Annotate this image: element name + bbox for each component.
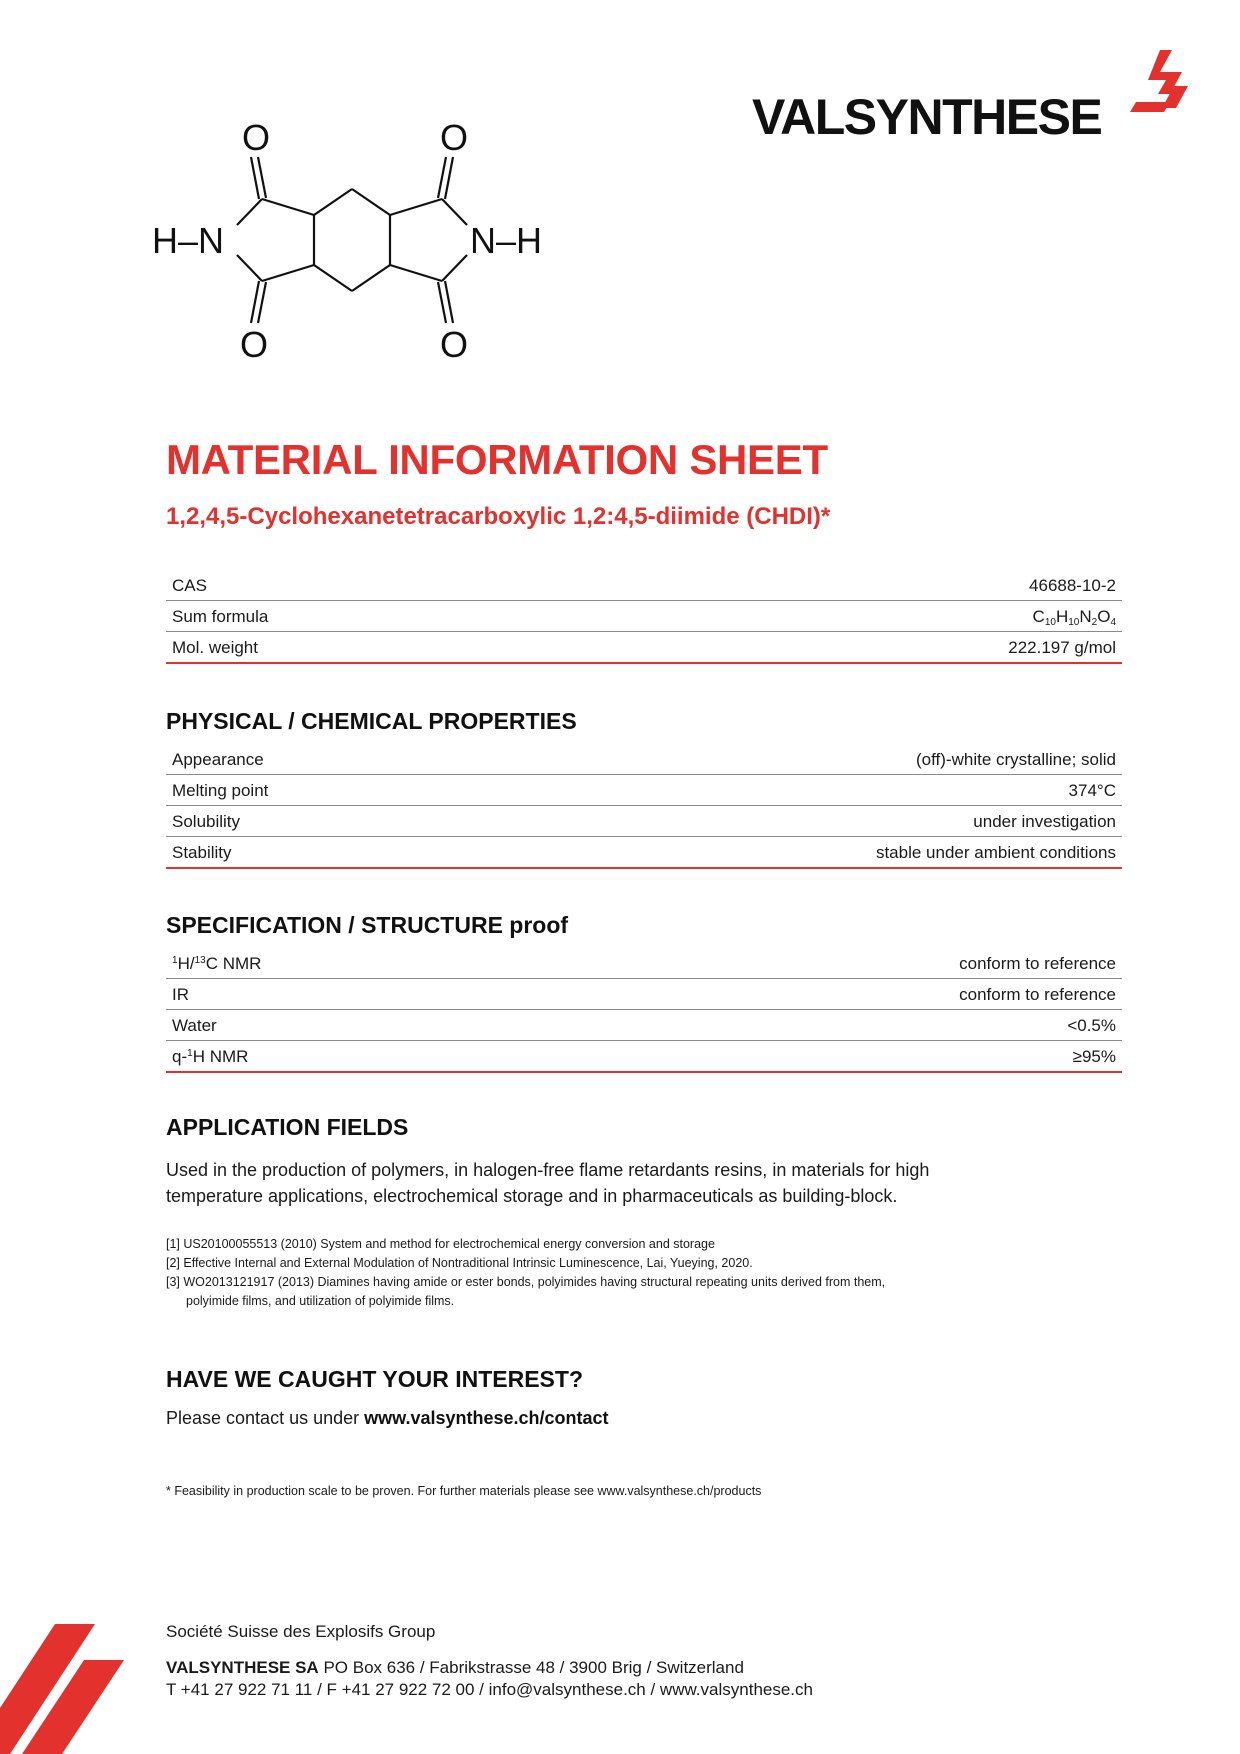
row-label: CAS [172,576,207,595]
table-row [166,979,1122,1010]
row-label: Solubility [172,812,241,831]
contact-link[interactable]: www.valsynthese.ch/contact [364,1408,609,1428]
oxygen-atom-label: O [440,324,469,365]
row-label: Water [172,1016,217,1035]
company-name: VALSYNTHESE SA [166,1658,319,1677]
row-label: Melting point [172,781,269,800]
row-value: <0.5% [1067,1016,1116,1035]
specification-table [166,948,1122,1073]
company-logo [752,50,1197,150]
contact-details: T +41 27 922 71 11 / F +41 27 922 72 00 / info@valsynthese.ch / www.valsynthese.ch [166,1680,813,1699]
table-row [166,1010,1122,1041]
row-label: Stability [172,843,232,862]
footnote: * Feasibility in production scale to be proven. For further materials please see www.valsynthese.ch/products [166,1484,762,1498]
oxygen-atom-label: O [242,117,271,158]
row-label: Sum formula [172,607,269,626]
row-value: 222.197 g/mol [1008,638,1116,657]
row-value: stable under ambient conditions [875,843,1116,862]
references-list [166,1235,885,1311]
sum-formula-value: $C_{10}H_{10}N_2O_4$ [1032,607,1116,628]
oxygen-atom-label: O [440,117,469,158]
row-label: Mol. weight [172,638,258,657]
oxygen-atom-label: O [240,324,269,365]
reference-item: polyimide films, and utilization of polyimide films. [186,1294,455,1308]
section-heading-specification: SPECIFICATION / STRUCTURE proof [166,912,569,938]
table-row [166,632,1122,664]
table-row [166,837,1122,869]
row-label: $^1$H/$^{13}$C NMR [172,954,262,973]
table-row [166,806,1122,837]
company-address: VALSYNTHESE SA PO Box 636 / Fabrikstrasse 48 / 3900 Brig / Switzerland T +41 27 922 71 11 / F +41 27 922 72 00 / info@valsynthese.ch / www.valsynthese.ch [166,1658,813,1699]
row-label: q-$^1$H NMR [172,1047,249,1066]
table-row [166,948,1122,979]
row-value: ≥95% [1072,1047,1116,1066]
nh-group-label-right: N–H [470,220,543,261]
reference-item: [2] Effective Internal and External Modulation of Nontraditional Intrinsic Luminescence, Lai, Yueying, 2020. [166,1256,753,1270]
section-heading-contact: HAVE WE CAUGHT YOUR INTEREST? [166,1366,583,1392]
row-value: 374°C [1068,781,1116,800]
row-value: conform to reference [959,985,1116,1004]
compound-name: 1,2,4,5-Cyclohexanetetracarboxylic 1,2:4,5-diimide (CHDI)* [166,503,831,530]
logo-wordmark: VALSYNTHESE [752,89,1102,145]
logo-mark-icon [1122,50,1197,125]
chemical-structure-diagram [140,105,580,375]
contact-line: Please contact us under www.valsynthese.ch/contact [166,1408,609,1428]
table-row [166,570,1122,601]
reference-item: [3] WO2013121917 (2013) Diamines having amide or ester bonds, polyimides having structural repeating units derived from them, [166,1275,886,1289]
table-row [166,1041,1122,1073]
page-title: MATERIAL INFORMATION SHEET [166,436,828,483]
identity-table [166,570,1122,664]
section-heading-physical: PHYSICAL / CHEMICAL PROPERTIES [166,708,577,734]
group-name: Société Suisse des Explosifs Group [166,1622,436,1641]
physical-properties-table [166,744,1122,869]
row-value: under investigation [973,812,1116,831]
nh-group-label-left: H–N [152,220,225,261]
row-value: conform to reference [959,954,1116,973]
reference-item: [1] US20100055513 (2010) System and method for electrochemical energy conversion and storage [166,1237,715,1251]
row-label: IR [172,985,189,1004]
table-row [166,775,1122,806]
table-row [166,744,1122,775]
application-description: Used in the production of polymers, in halogen-free flame retardants resins, in materials for high temperature applications, electrochemical storage and in pharmaceuticals as building-block. [166,1160,930,1206]
corner-stripes-decoration [0,1620,130,1754]
row-value: (off)-white crystalline; solid [916,750,1116,769]
table-row [166,601,1122,632]
row-value: 46688-10-2 [1029,576,1116,595]
row-label: Appearance [172,750,264,769]
section-heading-application: APPLICATION FIELDS [166,1114,409,1140]
